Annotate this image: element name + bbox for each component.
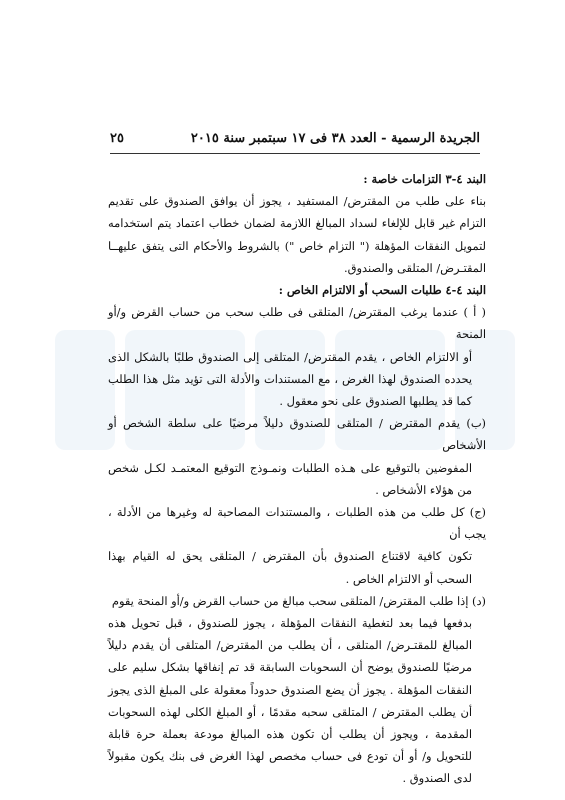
header-title: الجريدة الرسمية - العدد ٣٨ فى ١٧ سبتمبر سنة ٢٠١٥ — [190, 131, 480, 146]
section-3-heading: البند ٤-٣ التزامات خاصة : — [363, 172, 486, 186]
item-first-line: عندما يرغب المقترض/ المتلقى فى طلب سحب من حساب القرض و/أو المنحة — [108, 305, 486, 342]
item-body: المفوضين بالتوقيع على هـذه الطلبات ونمـوذج التوقيع المعتمـد لكـل شخص من هؤلاء الأشخاص . — [108, 460, 472, 497]
page-content — [108, 168, 486, 790]
item-body: بدفعها فيما بعد لتغطية النفقات المؤهلة ، يجوز للصندوق ، قبل تحويل هذه المبالغ للمقتـرض/ المتلقى ، أن يطلب من المقترض/ المتلقى أن يقدم دليلاً مرضيًا للصندوق يوضح أن السحوبات السابقة قد تم إنفاقها بشكل سليم على النفقات المؤهلة . يجوز أن يضع الصندوق حدوداً معقولة على المبلغ الذى يجوز أن يطلب المقترض / المتلقى سحبه مقدمًا ، أو المبلغ الكلى لهذه السحوبات المقدمة ، ويجوز أن يطلب أن تكون هذه المبالغ مودعة بعملة حرة قابلة للتحويل و/ أو أن تودع فى حساب مخصص لهذا الغرض فى بنك يكون مقبولاً لدى الصندوق . — [108, 616, 472, 786]
list-item — [108, 412, 486, 501]
item-first-line: إذا طلب المقترض/ المتلقى سحب مبالغ من حساب القرض و/أو المنحة يقوم — [111, 593, 469, 608]
item-first-line: كل طلب من هذه الطلبات ، والمستندات المصاحبة له وغيرها من الأدلة ، يجب أن — [108, 505, 486, 542]
list-item — [108, 590, 486, 790]
item-first-line: يقدم المقترض / المتلقى للصندوق دليلاً مرضيًا على سلطة الشخص أو الأشخاص — [108, 416, 486, 453]
item-label: (د) — [472, 593, 486, 608]
item-label: (ج) — [469, 505, 487, 520]
header-rule — [110, 153, 480, 154]
page-header — [110, 131, 480, 146]
section-4-heading: البند ٤-٤ طلبات السحب أو الالتزام الخاص : — [278, 283, 486, 298]
item-body: تكون كافية لاقتناع الصندوق بأن المقترض / المتلقى يحق له القيام بهذا السحب أو الالتزام الخاص . — [108, 549, 472, 586]
section-3-body: بناء على طلب من المقترض/ المستفيد ، يجوز أن يوافق الصندوق على تقديم التزام غير قابل للإلغاء لسداد المبالغ اللازمة لضمان خطاب اعتماد يتم استخدامه لتمويل النفقات المؤهلة (" التزام خاص ") بالشروط والأحكام التى يتفق عليهــا المقتـرض/ المتلقى والصندوق. — [108, 194, 486, 275]
item-body: أو الالتزام الخاص ، يقدم المقترض/ المتلقى إلى الصندوق طلبًا بالشكل الذى يحدده الصندوق لهذا الغرض ، مع المستندات والأدلة التى تؤيد مثل هذا الطلب كما قد يطلبها الصندوق على نحو معقول . — [108, 349, 472, 409]
list-item — [108, 501, 486, 590]
page-number: ٢٥ — [110, 131, 124, 146]
item-label: ( أ ) — [463, 305, 486, 320]
list-item — [108, 301, 486, 412]
item-label: (ب) — [466, 416, 486, 431]
